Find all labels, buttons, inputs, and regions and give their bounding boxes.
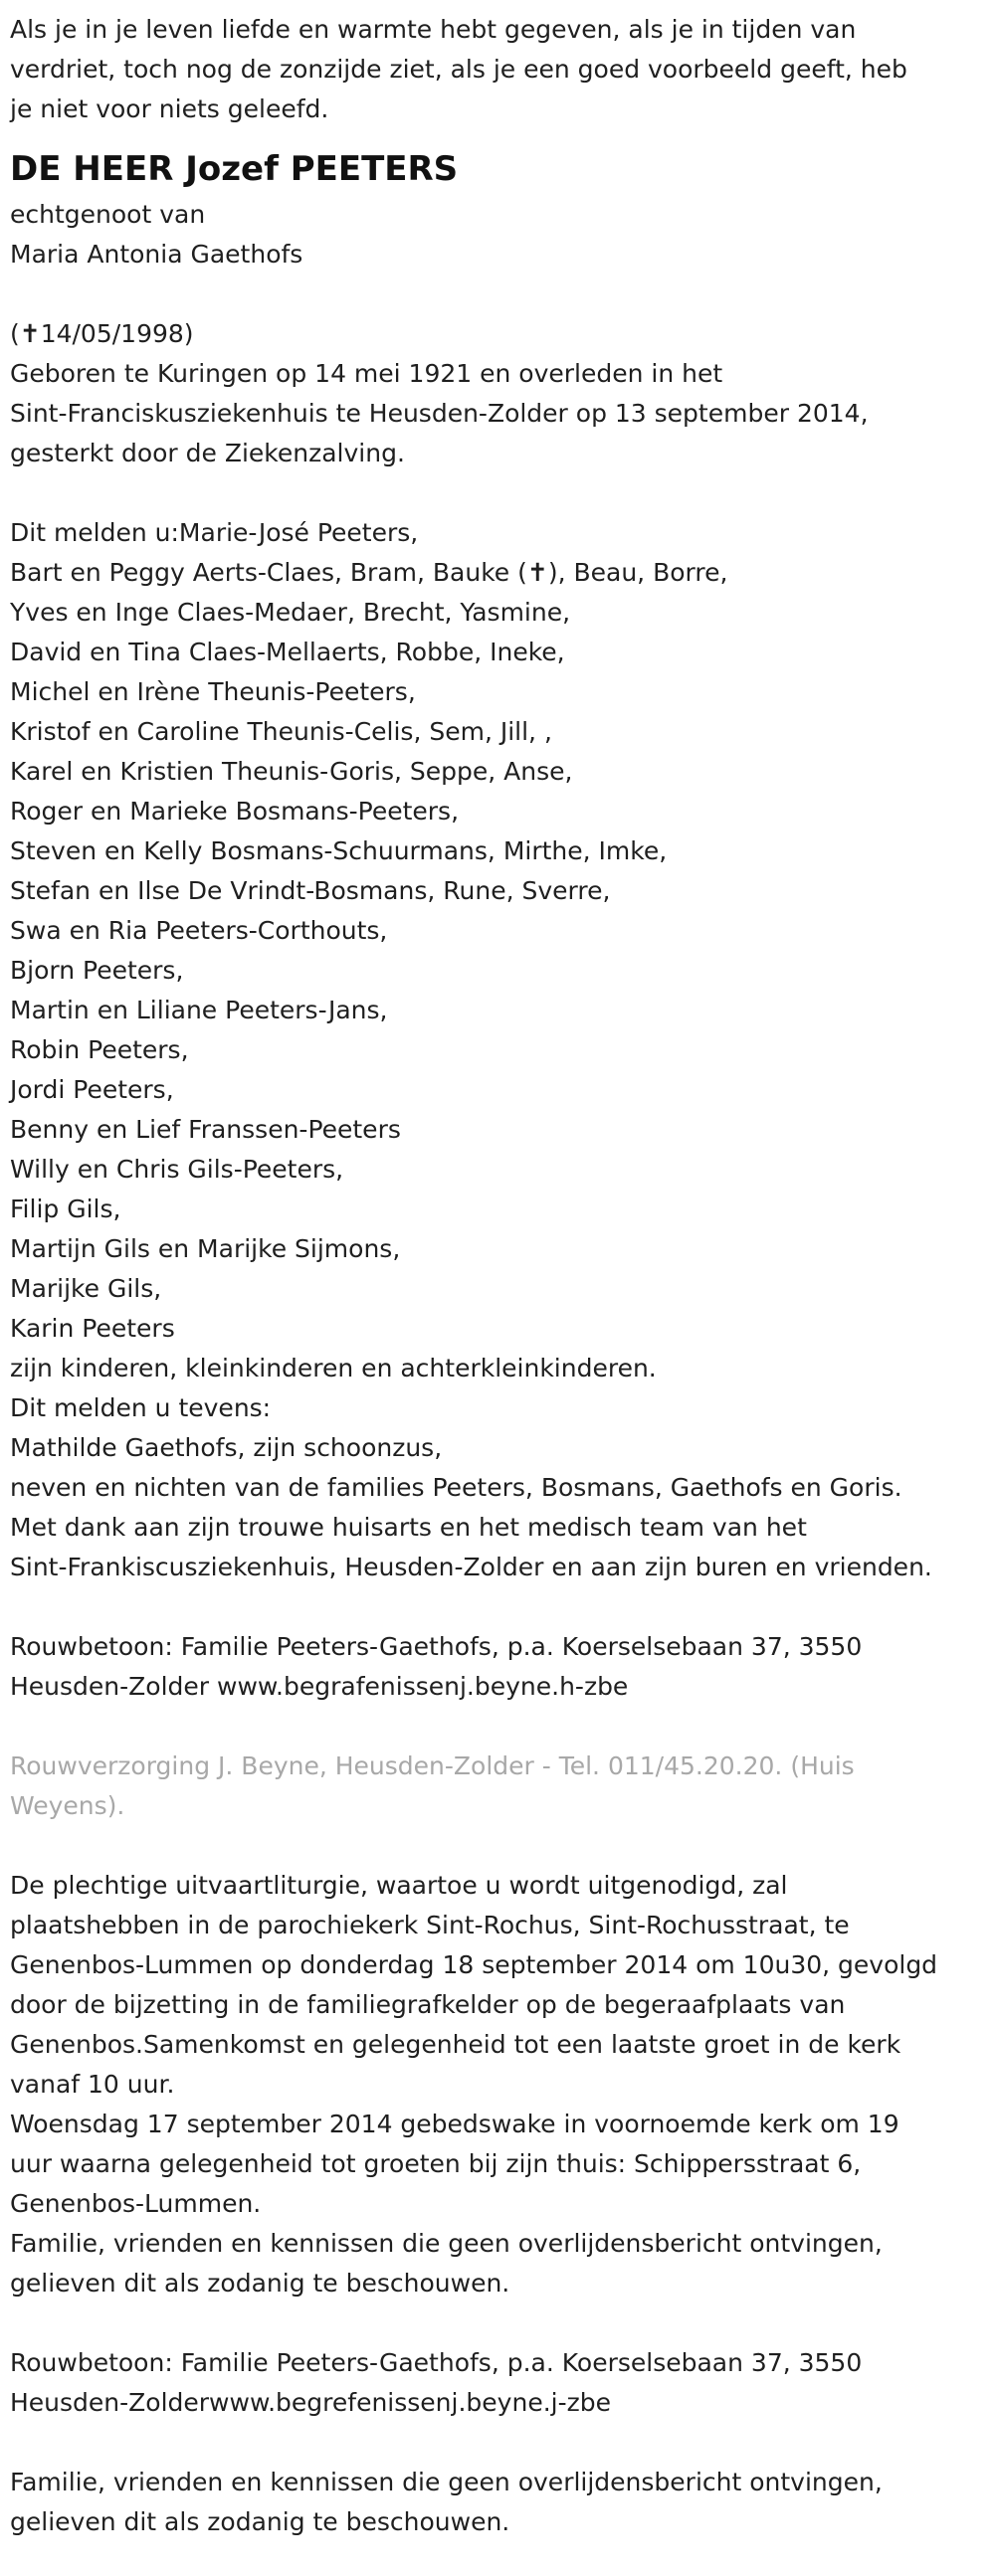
- family-line: Bart en Peggy Aerts-Claes, Bram, Bauke (✝), Beau, Borre,: [10, 558, 728, 587]
- closing-note: [10, 2463, 990, 2542]
- family-line: Swa en Ria Peeters-Corthouts,: [10, 916, 388, 945]
- ceremony-info: [10, 1866, 990, 2303]
- spacer: [10, 275, 990, 314]
- family-line: David en Tina Claes-Mellaerts, Robbe, Ineke,: [10, 638, 565, 666]
- ceremony-line: gelieven dit als zodanig te beschouwen.: [10, 2269, 510, 2298]
- family-line: Karel en Kristien Theunis-Goris, Seppe, Anse,: [10, 757, 573, 786]
- family-line: Martijn Gils en Marijke Sijmons,: [10, 1234, 401, 1263]
- ceremony-line: uur waarna gelegenheid tot groeten bij zijn thuis: Schippersstraat 6,: [10, 2149, 862, 2178]
- spouse-line: Maria Antonia Gaethofs: [10, 240, 303, 269]
- obituary-notice: [10, 0, 990, 2542]
- intro-line: Als je in je leven liefde en warmte hebt gegeven, als je in tijden van: [10, 15, 857, 44]
- undertaker-info: [10, 1747, 990, 1826]
- family-line: Benny en Lief Franssen-Peeters: [10, 1115, 401, 1144]
- ceremony-line: plaatshebben in de parochiekerk Sint-Rochus, Sint-Rochusstraat, te: [10, 1911, 850, 1939]
- closing-line: Familie, vrienden en kennissen die geen overlijdensbericht ontvingen,: [10, 2468, 883, 2496]
- spacer: [10, 1707, 990, 1747]
- intro-line: verdriet, toch nog de zonzijde ziet, als je een goed voorbeeld geeft, heb: [10, 55, 907, 84]
- family-line: Willy en Chris Gils-Peeters,: [10, 1155, 344, 1184]
- closing-line: gelieven dit als zodanig te beschouwen.: [10, 2507, 510, 2536]
- family-line: Bjorn Peeters,: [10, 956, 184, 985]
- condolence-address-1: [10, 1627, 990, 1707]
- family-line: Filip Gils,: [10, 1195, 121, 1223]
- family-line: Kristof en Caroline Theunis-Celis, Sem, Jill, ,: [10, 717, 552, 746]
- ceremony-line: Familie, vrienden en kennissen die geen overlijdensbericht ontvingen,: [10, 2229, 883, 2258]
- ceremony-line: door de bijzetting in de familiegrafkelder op de begeraafplaats van: [10, 1990, 846, 2019]
- condolence-line: Rouwbetoon: Familie Peeters-Gaethofs, p.a. Koerselsebaan 37, 3550: [10, 1632, 863, 1661]
- spacer: [10, 473, 990, 513]
- ceremony-line: Genenbos.Samenkomst en gelegenheid tot een laatste groet in de kerk: [10, 2030, 901, 2059]
- family-line: Met dank aan zijn trouwe huisarts en het medisch team van het: [10, 1513, 807, 1542]
- family-line: Dit melden u:Marie-José Peeters,: [10, 518, 419, 547]
- condolence-line: Heusden-Zolder www.begrafenissenj.beyne.h-zbe: [10, 1672, 629, 1701]
- spouse-line: echtgenoot van: [10, 200, 206, 229]
- intro-poem: [10, 10, 990, 129]
- family-line: zijn kinderen, kleinkinderen en achterkleinkinderen.: [10, 1354, 657, 1382]
- undertaker-line: Weyens).: [10, 1791, 125, 1820]
- spacer: [10, 1587, 990, 1627]
- family-line: Roger en Marieke Bosmans-Peeters,: [10, 797, 460, 826]
- birth-line: Sint-Franciskusziekenhuis te Heusden-Zolder op 13 september 2014,: [10, 399, 869, 428]
- ceremony-line: vanaf 10 uur.: [10, 2070, 175, 2099]
- family-line: neven en nichten van de families Peeters, Bosmans, Gaethofs en Goris.: [10, 1473, 902, 1502]
- condolence-line: Rouwbetoon: Familie Peeters-Gaethofs, p.a. Koerselsebaan 37, 3550: [10, 2348, 863, 2377]
- ceremony-line: Genenbos-Lummen.: [10, 2189, 262, 2218]
- ceremony-line: De plechtige uitvaartliturgie, waartoe u wordt uitgenodigd, zal: [10, 1871, 788, 1900]
- family-line: Michel en Irène Theunis-Peeters,: [10, 677, 416, 706]
- ceremony-line: Genenbos-Lummen op donderdag 18 september 2014 om 10u30, gevolgd: [10, 1950, 938, 1979]
- birth-line: gesterkt door de Ziekenzalving.: [10, 439, 405, 467]
- family-line: Sint-Frankiscusziekenhuis, Heusden-Zolder en aan zijn buren en vrienden.: [10, 1553, 932, 1581]
- undertaker-line: Rouwverzorging J. Beyne, Heusden-Zolder - Tel. 011/45.20.20. (Huis: [10, 1751, 855, 1780]
- spacer: [10, 2303, 990, 2343]
- condolence-line: Heusden-Zolderwww.begrefenissenj.beyne.j-zbe: [10, 2388, 611, 2417]
- family-line: Robin Peeters,: [10, 1035, 189, 1064]
- family-line: Marijke Gils,: [10, 1274, 162, 1303]
- family-announcement: [10, 513, 990, 1587]
- spouse-info: [10, 195, 990, 275]
- spacer: [10, 1826, 990, 1866]
- family-line: Stefan en Ilse De Vrindt-Bosmans, Rune, Sverre,: [10, 876, 611, 905]
- family-line: Yves en Inge Claes-Medaer, Brecht, Yasmine,: [10, 598, 571, 627]
- birth-line: Geboren te Kuringen op 14 mei 1921 en overleden in het: [10, 359, 723, 388]
- family-line: Steven en Kelly Bosmans-Schuurmans, Mirthe, Imke,: [10, 836, 668, 865]
- birth-death-info: [10, 314, 990, 473]
- deceased-name-title: DE HEER Jozef PEETERS: [10, 149, 459, 189]
- family-line: Martin en Liliane Peeters-Jans,: [10, 996, 388, 1024]
- ceremony-line: Woensdag 17 september 2014 gebedswake in voornoemde kerk om 19: [10, 2110, 899, 2138]
- condolence-address-2: [10, 2343, 990, 2423]
- intro-line: je niet voor niets geleefd.: [10, 94, 329, 123]
- family-line: Mathilde Gaethofs, zijn schoonzus,: [10, 1433, 443, 1462]
- family-line: Jordi Peeters,: [10, 1075, 174, 1104]
- spacer: [10, 2423, 990, 2463]
- family-line: Karin Peeters: [10, 1314, 175, 1343]
- family-line: Dit melden u tevens:: [10, 1393, 272, 1422]
- birth-line: (✝14/05/1998): [10, 319, 194, 348]
